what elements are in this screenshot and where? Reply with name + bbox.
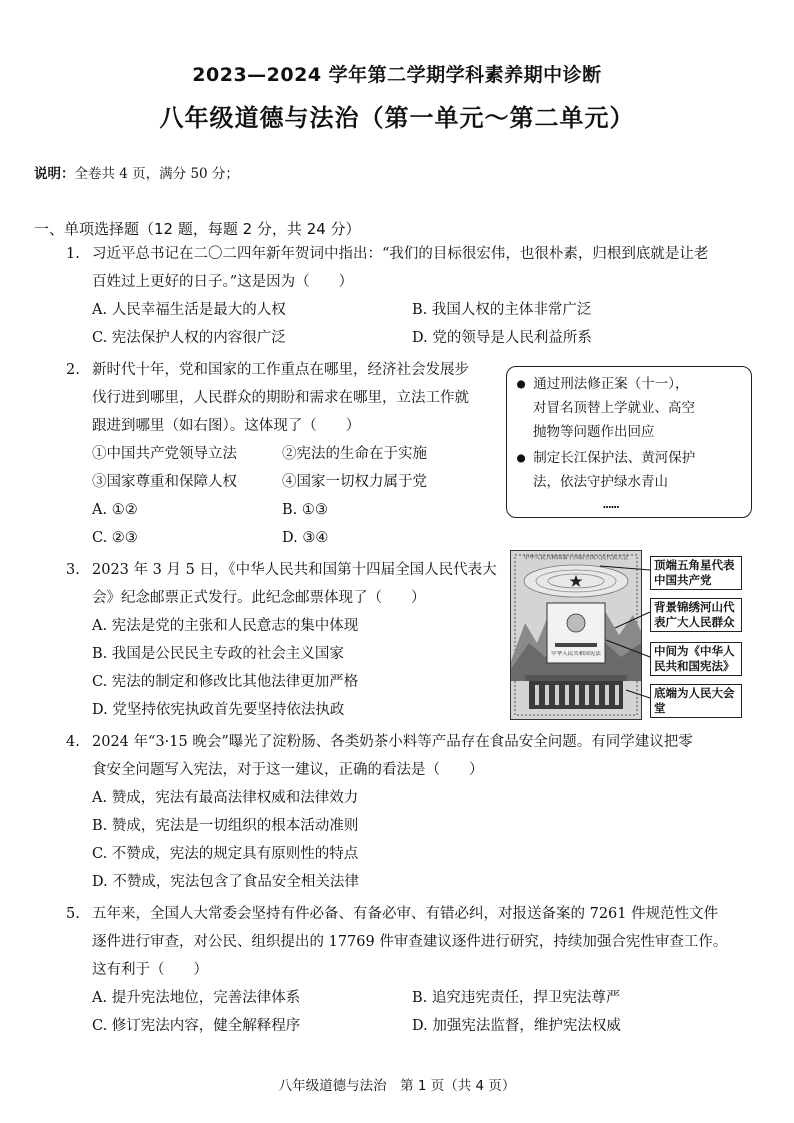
stamp-top-text: 中华人民共和国第十四届全国人民代表大会 bbox=[523, 555, 629, 561]
question-4-stem-line: 食安全问题写入宪法，对于这一建议，正确的看法是（ ） bbox=[92, 762, 484, 778]
note-text: 全卷共 4 页，满分 50 分； bbox=[74, 166, 239, 182]
question-4-option-b: B. 赞成，宪法是一切组织的根本活动准则 bbox=[92, 818, 359, 834]
box-line: 抛物等问题作出回应 bbox=[533, 424, 655, 440]
question-2-option-a: A. ①② bbox=[92, 502, 138, 518]
box-line: ● 制定长江保护法、黄河保护 bbox=[517, 450, 696, 466]
question-1-option-d: D. 党的领导是人民利益所系 bbox=[412, 330, 592, 346]
question-5-stem-line: 这有利于（ ） bbox=[92, 962, 208, 978]
section-title: 一、单项选择题（12 题，每题 2 分，共 24 分） bbox=[34, 220, 361, 238]
page-footer: 八年级道德与法治 第 1 页（共 4 页） bbox=[278, 1078, 516, 1094]
question-1-number: 1. bbox=[66, 246, 80, 262]
question-3-stem-line: 会》纪念邮票正式发行。此纪念邮票体现了（ ） bbox=[92, 590, 426, 606]
question-2-stem-line: 新时代十年，党和国家的工作重点在哪里，经济社会发展步 bbox=[92, 362, 469, 378]
box-line: …… bbox=[603, 496, 620, 512]
question-3-stem-line: 2023 年 3 月 5 日，《中华人民共和国第十四届全国人民代表大 bbox=[92, 562, 497, 578]
question-5-option-a: A. 提升宪法地位，完善法律体系 bbox=[92, 990, 301, 1006]
question-5-number: 5. bbox=[66, 906, 80, 922]
question-2-statement: ③国家尊重和保障人权 bbox=[92, 474, 237, 490]
question-1-stem-line: 习近平总书记在二〇二四年新年贺词中指出：“我们的目标很宏伟，也很朴素，归根到底就是让老 bbox=[92, 246, 709, 262]
question-5-stem-line: 逐件进行审查，对公民、组织提出的 17769 件审查建议逐件进行研究，持续加强合宪性审查工作。 bbox=[92, 934, 728, 950]
question-1-option-b: B. 我国人权的主体非常广泛 bbox=[412, 302, 592, 318]
stamp-callout-constitution: 中间为《中华人民共和国宪法》 bbox=[650, 642, 742, 676]
question-4-number: 4. bbox=[66, 734, 80, 750]
stamp-callout-mountains: 背景锦绣河山代表广大人民群众 bbox=[650, 598, 742, 632]
stamp-callout-star: 顶端五角星代表中国共产党 bbox=[650, 556, 742, 590]
question-1-option-a: A. 人民幸福生活是最大的人权 bbox=[92, 302, 286, 318]
question-1-option-c: C. 宪法保护人权的内容很广泛 bbox=[92, 330, 286, 346]
exam-title: 2023—2024 学年第二学期学科素养期中诊断 bbox=[192, 64, 602, 86]
question-2-option-c: C. ②③ bbox=[92, 530, 138, 546]
question-4-stem-line: 2024 年“3·15 晚会”曝光了淀粉肠、各类奶茶小料等产品存在食品安全问题。有同学建议把零 bbox=[92, 734, 693, 750]
question-4-option-a: A. 赞成，宪法有最高法律权威和法律效力 bbox=[92, 790, 359, 806]
stamp-callout-hall: 底端为人民大会堂 bbox=[650, 684, 742, 718]
question-5-option-b: B. 追究违宪责任，捍卫宪法尊严 bbox=[412, 990, 621, 1006]
box-line: 对冒名顶替上学就业、高空 bbox=[533, 400, 695, 416]
question-2-number: 2. bbox=[66, 362, 80, 378]
question-3-option-b: B. 我国是公民民主专政的社会主义国家 bbox=[92, 646, 344, 662]
stamp-book-text: 中华人民共和国宪法 bbox=[551, 651, 601, 657]
question-5-option-d: D. 加强宪法监督，维护宪法权威 bbox=[412, 1018, 621, 1034]
question-5-option-c: C. 修订宪法内容，健全解释程序 bbox=[92, 1018, 301, 1034]
question-3-number: 3. bbox=[66, 562, 80, 578]
note-label: 说明： bbox=[34, 166, 75, 182]
question-3-option-d: D. 党坚持依宪执政首先要坚持依法执政 bbox=[92, 702, 345, 718]
box-line: 法，依法守护绿水青山 bbox=[533, 474, 668, 490]
question-3-option-c: C. 宪法的制定和修改比其他法律更加严格 bbox=[92, 674, 359, 690]
question-1-stem-line: 百姓过上更好的日子。”这是因为（ ） bbox=[92, 274, 354, 290]
question-2-stem-line: 伐行进到哪里，人民群众的期盼和需求在哪里，立法工作就 bbox=[92, 390, 469, 406]
question-5-stem-line: 五年来，全国人大常委会坚持有件必备、有备必审、有错必纠，对报送备案的 7261 件规范性文件 bbox=[92, 906, 719, 922]
question-2-statement: ④国家一切权力属于党 bbox=[282, 474, 427, 490]
question-2-option-b: B. ①③ bbox=[282, 502, 328, 518]
question-2-statement: ①中国共产党领导立法 bbox=[92, 446, 237, 462]
exam-subtitle: 八年级道德与法治（第一单元～第二单元） bbox=[159, 103, 635, 132]
question-2-statement: ②宪法的生命在于实施 bbox=[282, 446, 427, 462]
question-3-option-a: A. 宪法是党的主张和人民意志的集中体现 bbox=[92, 618, 359, 634]
question-2-option-d: D. ③④ bbox=[282, 530, 329, 546]
question-4-option-d: D. 不赞成，宪法包含了食品安全相关法律 bbox=[92, 874, 359, 890]
question-4-option-c: C. 不赞成，宪法的规定具有原则性的特点 bbox=[92, 846, 359, 862]
box-line: ● 通过刑法修正案（十一）， bbox=[517, 376, 689, 392]
question-2-stem-line: 跟进到哪里（如右图）。这体现了（ ） bbox=[92, 418, 361, 434]
